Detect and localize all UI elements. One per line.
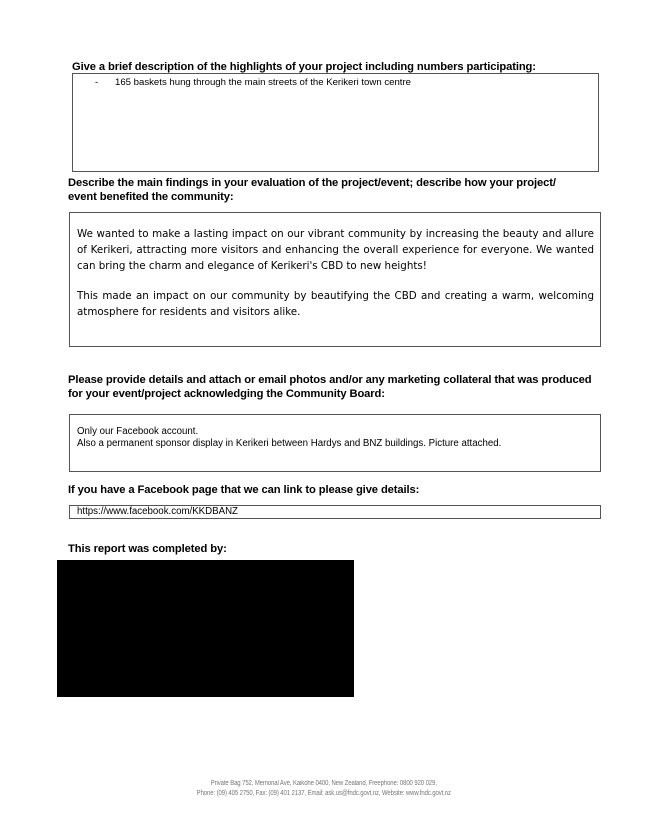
- findings-answer-box[interactable]: [69, 212, 601, 347]
- findings-question-line1: Describe the main findings in your evaluation of the project/event; describe how your project/: [68, 177, 556, 189]
- footer-contact-details: Phone: (09) 405 2750, Fax: (09) 401 2137, Email: ask.us@fndc.govt.nz, Website: www.fndc.govt.nz: [196, 789, 451, 797]
- highlights-answer-text: 165 baskets hung through the main streets of the Kerikeri town centre: [115, 77, 411, 88]
- findings-question: [68, 177, 588, 204]
- findings-paragraph-1: We wanted to make a lasting impact on our vibrant community by increasing the beauty and allure of Kerikeri, attracting more visitors and enhancing the overall experience for everyone. We wanted can bring the charm and elegance of Kerikeri's CBD to new heights!: [77, 228, 594, 272]
- photos-answer-box[interactable]: [69, 414, 601, 472]
- photos-answer-line1: Only our Facebook account.: [77, 426, 199, 437]
- footer-address: Private Bag 752, Memorial Ave, Kaikohe 0400, New Zealand, Freephone: 0800 920 029,: [210, 780, 437, 787]
- facebook-url-text: https://www.facebook.com/KKDBANZ: [77, 506, 238, 517]
- footer-contact: [50, 779, 598, 798]
- highlights-question: Give a brief description of the highlights of your project including numbers participating:: [72, 61, 536, 73]
- bullet-dash: -: [95, 77, 99, 88]
- completed-by-label: This report was completed by:: [68, 543, 227, 555]
- photos-question-line2: for your event/project acknowledging the Community Board:: [68, 387, 385, 400]
- photos-question-line1: Please provide details and attach or email photos and/or any marketing collateral that was produced: [68, 374, 592, 386]
- facebook-question: If you have a Facebook page that we can link to please give details:: [68, 484, 420, 496]
- findings-question-line2: event benefited the community:: [68, 190, 234, 203]
- facebook-url-field[interactable]: [69, 505, 601, 519]
- photos-question: [68, 374, 608, 401]
- redacted-signature-block: [57, 560, 354, 697]
- findings-paragraph-2: This made an impact on our community by beautifying the CBD and creating a warm, welcoming atmosphere for residents and visitors alike.: [77, 290, 594, 318]
- photos-answer-line2: Also a permanent sponsor display in Kerikeri between Hardys and BNZ buildings. Picture attached.: [77, 438, 502, 449]
- highlights-answer-box[interactable]: [72, 73, 599, 172]
